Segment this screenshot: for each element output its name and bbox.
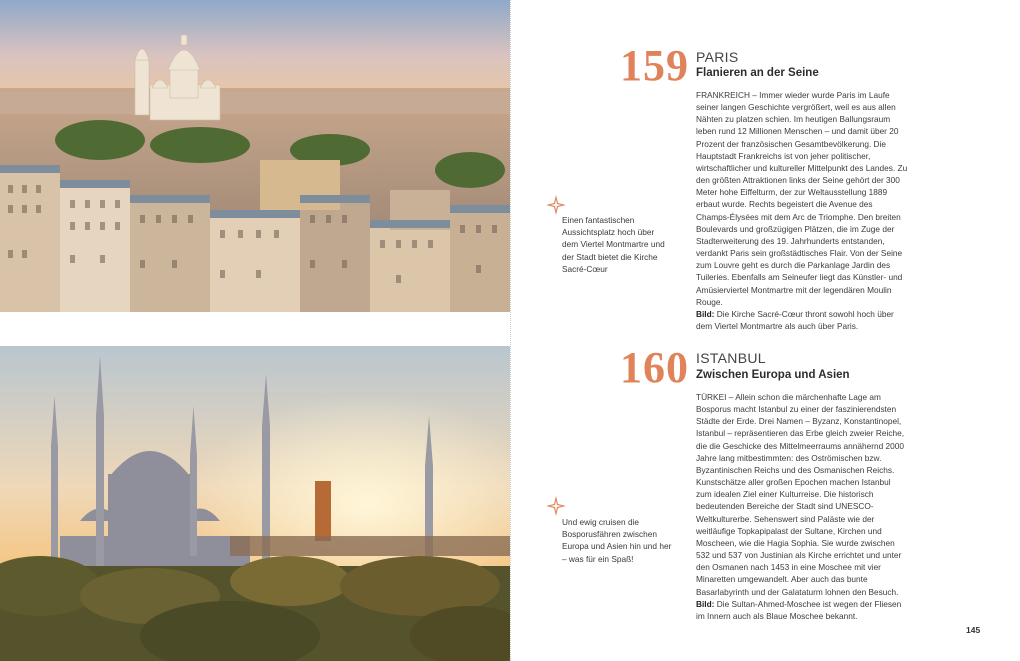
entry-body-text — [696, 89, 908, 332]
page-divider — [510, 0, 511, 661]
sparkle-icon — [545, 495, 567, 517]
image-caption-text: Die Sultan-Ahmed-Moschee ist wegen der Fliesen im Innern auch als Blaue Moschee bekannt. — [696, 598, 902, 621]
paris-montmartre-photo — [0, 0, 510, 312]
page-number: 145 — [966, 625, 981, 635]
entry-number: 160 — [620, 343, 689, 392]
entry-body: FRANKREICH – Immer wieder wurde Paris im Laufe seiner langen Geschichte vergrößert, weil es aus allen Nähten zu platzen schien. Im heutigen Ballungsraum leben rund 12 Millionen Menschen – und damit über 20 Prozent der französischen Gesamtbevölkerung. Die Hauptstadt Frankreichs ist von jeher politischer, wirtschaftlicher und kultureller Mittelpunkt des Landes. Zu den größten Attraktionen links der Seine gehört der 300 Meter hohe Eiffelturm, der zur Weltausstellung 1889 erbaut wurde. Rechts begeistert die Avenue des Champs-Élysées mit dem Arc de Triomphe. Den breiten Boulevards und großzügigen Plätzen, die im Zuge der Stadterweiterung des 19. Jahrhunderts entstanden, verdankt Paris sein großstädtisches Flair. Von der Seine zum Louvre geht es durch die Parkanlage Jardin des Tuileries. Ebenfalls am Seineufer liegt das Künstler- und Amüsierviertel Montmartre mit der legendären Moulin Rouge. — [696, 90, 908, 307]
entry-subtitle: Zwischen Europa und Asien — [696, 369, 850, 381]
entry-city: ISTANBUL — [696, 350, 766, 366]
image-caption-label: Bild: — [696, 598, 715, 609]
image-caption-label: Bild: — [696, 308, 715, 319]
entry-body: TÜRKEI – Allein schon die märchenhafte Lage am Bosporus macht Istanbul zu einer der faszinierendsten Städte der Erde. Drei Namen – Byzanz, Konstantinopel, Istanbul – repräsentieren das Erbe gleich zweier Reiche, die die Geschicke des Mittelmeerraums annähernd 2000 Jahre lang mitbestimmten: des Oströmischen bzw. Byzantinischen Reichs und des Osmanischen Reichs. Kunstschätze aller großen Epochen machen Istanbul zum idealen Ziel einer Kulturreise. Die historisch bedeutenden Bereiche der Stadt sind UNESCO-Weltkulturerbe. Sehenswert sind Paläste wie der weitläufige Topkapipalast der Sultane, Kirchen und Moscheen, wie die Hagia Sophia. Sie wurde zwischen 532 und 537 von Justinian als Kirche errichtet und unter den Osmanen nach 1453 in eine Moschee mit vier Minaretten umgewandelt. Aber auch das bunte Basarlabyrinth und der Galataturm lohnen den Besuch. — [696, 392, 904, 597]
entry-body-text — [696, 391, 908, 622]
sparkle-icon — [545, 194, 567, 216]
entry-number: 159 — [620, 41, 689, 90]
entry-city: PARIS — [696, 49, 739, 65]
entry-subtitle: Flanieren an der Seine — [696, 67, 819, 79]
side-note: Einen fantastischen Aussichtsplatz hoch über dem Viertel Montmartre und der Stadt bietet die Kirche Sacré-Cœur — [562, 215, 665, 274]
side-note: Und ewig cruisen die Bosporusfähren zwischen Europa und Asien hin und her – was für ein Spaß! — [562, 517, 672, 564]
image-caption-text: Die Kirche Sacré-Cœur thront sowohl hoch über dem Viertel Montmartre als auch über Paris. — [696, 308, 894, 331]
istanbul-blue-mosque-photo — [0, 346, 510, 661]
